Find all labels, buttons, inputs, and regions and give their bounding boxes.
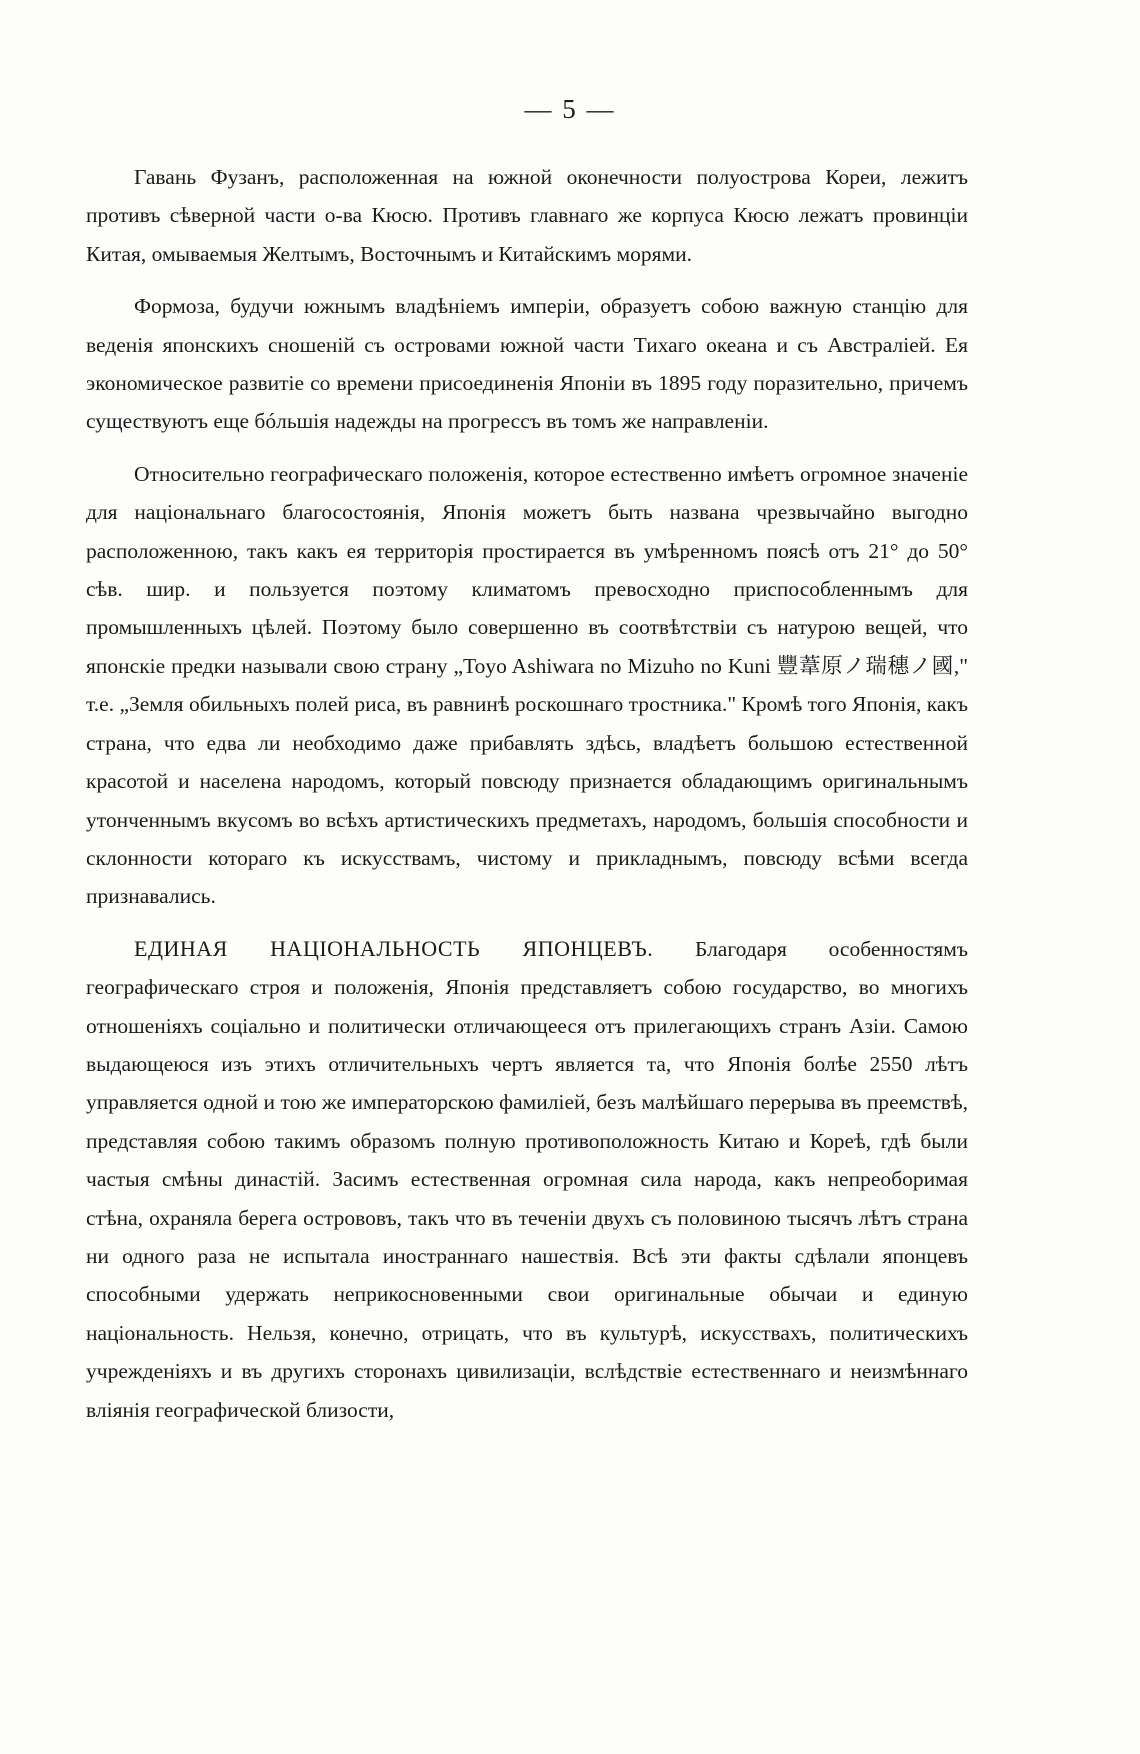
paragraph-fuzan-harbor: Гавань Фузанъ, расположенная на южной оконечности полуострова Кореи, лежитъ противъ сѣверной части о-ва Кюсю. Противъ главнаго же корпуса Кюсю лежатъ провинціи Китая, омываемыя Желтымъ, Восточнымъ и Китайскимъ морями. [86, 165, 968, 266]
paragraph-formosa: Формоза, будучи южнымъ владѣніемъ имперіи, образуетъ собою важную станцію для веденія японскихъ сношеній съ островами южной части Тихаго океана и съ Австраліей. Ея экономическое развитіе со времени присоединенія Японіи въ 1895 году поразительно, причемъ существуютъ еще бóльшія надежды на прогрессъ въ томъ же направленіи. [86, 294, 968, 434]
section-heading: ЕДИНАЯ НАЦІОНАЛЬНОСТЬ ЯПОНЦЕВЪ. [134, 935, 654, 961]
paragraph-national-unity [86, 930, 968, 1429]
body-text [86, 158, 968, 1429]
paragraph-geographic-position: Относительно географическаго положенія, которое естественно имѣетъ огромное значеніе для національнаго благосостоянія, Японія можетъ быть названа чрезвычайно выгодно расположенною, такъ какъ ея территорія простирается въ умѣренномъ поясѣ отъ 21° до 50° сѣв. шир. и пользуется поэтому климатомъ превосходно приспособленнымъ для промышленныхъ цѣлей. Поэтому было совершенно въ соотвѣтствіи съ натурою вещей, что японскіе предки называли свою страну „Toyo Ashiwara no Mizuho no Kuni 豐葦原ノ瑞穗ノ國," т.е. „Земля обильныхъ полей риса, въ равнинѣ роскошнаго тростника." Кромѣ того Японія, какъ страна, что едва ли необходимо даже прибавлять здѣсь, владѣетъ большою естественной красотой и населена народомъ, который повсюду признается обладающимъ оригинальнымъ утонченнымъ вкусомъ во всѣхъ артистическихъ предметахъ, народомъ, большія способности и склонности котораго къ искусствамъ, чистому и прикладнымъ, повсюду всѣми всегда признавались. [86, 461, 968, 909]
section-body: Благодаря особенностямъ географическаго строя и положенія, Японія представляетъ собою государство, во многихъ отношеніяхъ соціально и политически отличающееся отъ прилегающихъ странъ Азіи. Самою выдающеюся изъ этихъ отличительныхъ чертъ является та, что Японія болѣе 2550 лѣтъ управляется одной и тою же императорскою фамиліей, безъ малѣйшаго перерыва въ преемствѣ, представляя собою такимъ образомъ полную противоположность Китаю и Кореѣ, гдѣ были частыя смѣны династій. Засимъ естественная огромная сила народа, какъ непреоборимая стѣна, охраняла берега острововъ, такъ что въ теченіи двухъ съ половиною тысячъ лѣтъ страна ни одного раза не испытала иностраннаго нашествія. Всѣ эти факты сдѣлали японцевъ способными удержать неприкосновенными свои оригинальные обычаи и единую національность. Нельзя, конечно, отрицать, что въ культурѣ, искусствахъ, политическихъ учрежденіяхъ и въ другихъ сторонахъ цивилизаціи, вслѣдствіе естественнаго и неизмѣннаго вліянія географической близости, [86, 936, 968, 1422]
page-number: — 5 — [524, 94, 616, 124]
